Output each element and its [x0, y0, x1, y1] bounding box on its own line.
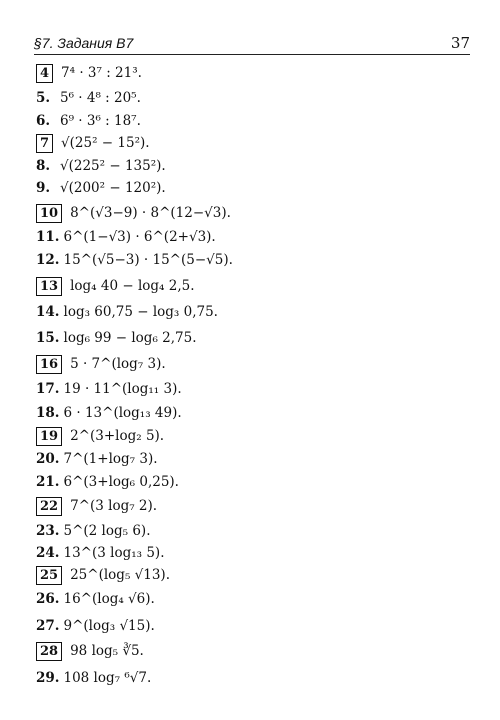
exercise-expression: 5⁶ · 4⁸ : 20⁵.: [60, 90, 141, 106]
exercise-item: [36, 542, 165, 564]
exercise-item: [36, 402, 182, 424]
exercise-item: [36, 640, 144, 662]
exercise-expression: log₃ 60,75 − log₃ 0,75.: [63, 304, 218, 320]
exercise-number-boxed: 4: [36, 64, 53, 83]
exercise-expression: 9^(log₃ √15).: [63, 618, 155, 634]
exercise-number: 15.: [36, 330, 60, 346]
exercise-expression: 6^(1−√3) · 6^(2+√3).: [63, 229, 216, 245]
exercise-number: 27.: [36, 618, 60, 634]
exercise-expression: 19 · 11^(log₁₁ 3).: [63, 381, 182, 397]
exercise-expression: 7^(3 log₇ 2).: [70, 498, 158, 514]
exercise-item: [36, 564, 170, 586]
exercise-item: [36, 353, 166, 375]
exercise-item: [36, 471, 179, 493]
exercise-expression: 98 log₅ ∛5.: [70, 643, 144, 659]
exercise-item: [36, 378, 182, 400]
exercise-expression: 108 log₇ ⁶√7.: [63, 670, 152, 686]
exercise-item: [36, 301, 218, 323]
exercise-number-boxed: 19: [36, 427, 62, 446]
exercise-expression: log₆ 99 − log₆ 2,75.: [63, 330, 197, 346]
exercise-item: [36, 155, 166, 177]
exercise-expression: 13^(3 log₁₃ 5).: [63, 545, 165, 561]
exercise-expression: 5 · 7^(log₇ 3).: [70, 356, 166, 372]
exercise-item: [36, 615, 155, 637]
exercise-number: 23.: [36, 523, 60, 539]
exercise-number: 11.: [36, 229, 60, 245]
exercise-number: 12.: [36, 252, 60, 268]
page-number: 37: [450, 34, 470, 52]
exercise-expression: 6 · 13^(log₁₃ 49).: [63, 405, 182, 421]
page-header: [34, 34, 470, 55]
exercise-item: [36, 448, 158, 470]
exercise-item: [36, 588, 155, 610]
exercise-expression: 2^(3+log₂ 5).: [70, 428, 165, 444]
exercise-item: [36, 667, 151, 689]
exercise-number-boxed: 10: [36, 204, 62, 223]
exercise-number: 24.: [36, 545, 60, 561]
exercise-number: 29.: [36, 670, 60, 686]
exercise-number: 8.: [36, 158, 51, 174]
exercise-expression: 6^(3+log₆ 0,25).: [63, 474, 179, 490]
exercise-number-boxed: 22: [36, 497, 62, 516]
exercise-expression: 5^(2 log₅ 6).: [63, 523, 151, 539]
exercise-expression: 6⁹ · 3⁶ : 18⁷.: [60, 113, 141, 129]
exercise-item: [36, 202, 231, 224]
exercise-expression: √(25² − 15²).: [61, 135, 150, 151]
exercise-expression: 15^(√5−3) · 15^(5−√5).: [63, 252, 233, 268]
exercise-number: 18.: [36, 405, 60, 421]
exercise-number: 26.: [36, 591, 60, 607]
exercise-item: [36, 226, 216, 248]
exercise-number: 9.: [36, 180, 51, 196]
exercise-number-boxed: 13: [36, 277, 62, 296]
exercise-item: [36, 249, 233, 271]
exercise-item: [36, 275, 195, 297]
exercise-item: [36, 132, 150, 154]
exercise-item: [36, 327, 197, 349]
exercise-expression: 16^(log₄ √6).: [63, 591, 155, 607]
exercise-number: 17.: [36, 381, 60, 397]
chapter-title: §7. Задания B7: [34, 35, 134, 51]
exercise-expression: 7⁴ · 3⁷ : 21³.: [61, 65, 142, 81]
exercise-item: [36, 495, 157, 517]
exercise-item: [36, 520, 151, 542]
exercise-number: 6.: [36, 113, 51, 129]
exercise-number-boxed: 28: [36, 642, 62, 661]
exercise-number-boxed: 25: [36, 566, 62, 585]
exercise-number: 5.: [36, 90, 51, 106]
exercise-item: [36, 87, 141, 109]
exercise-number: 14.: [36, 304, 60, 320]
exercise-number: 21.: [36, 474, 60, 490]
exercise-expression: 7^(1+log₇ 3).: [63, 451, 158, 467]
exercise-number-boxed: 7: [36, 134, 53, 153]
exercise-expression: log₄ 40 − log₄ 2,5.: [70, 278, 195, 294]
exercise-expression: 8^(√3−9) · 8^(12−√3).: [70, 205, 231, 221]
exercise-expression: √(200² − 120²).: [60, 180, 166, 196]
exercise-item: [36, 425, 164, 447]
exercise-expression: √(225² − 135²).: [60, 158, 166, 174]
exercise-item: [36, 62, 142, 84]
exercise-item: [36, 110, 141, 132]
exercise-number: 20.: [36, 451, 60, 467]
exercise-expression: 25^(log₅ √13).: [70, 567, 170, 583]
exercise-number-boxed: 16: [36, 355, 62, 374]
exercise-item: [36, 177, 166, 199]
